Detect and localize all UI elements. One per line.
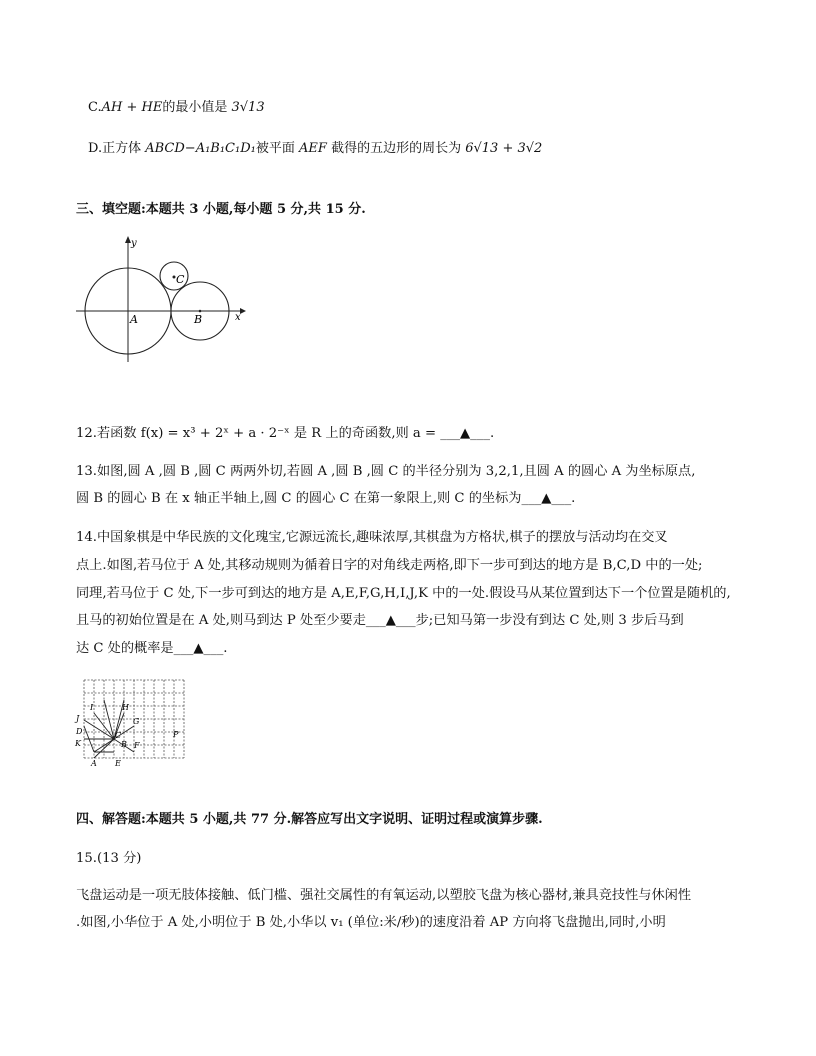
label-b: B	[194, 313, 203, 326]
label-F: F	[134, 741, 140, 750]
y-label: y	[131, 238, 137, 249]
option-c-value: 3√13	[231, 100, 265, 115]
q13-line2-text: 圆 B 的圆心 B 在 x 轴正半轴上,圆 C 的圆心 C 在第一象限上,则 C 的坐标为	[76, 491, 522, 506]
q14-line4: 且马的初始位置是在 A 处,则马到达 P 处至少要走___▲___步;已知马第一步没有到达 C 处,则 3 步后马到	[76, 613, 684, 628]
center-b	[199, 310, 202, 313]
q13-blank: ___▲___.	[521, 491, 576, 506]
q15-line1: 飞盘运动是一项无肢体接触、低门槛、强社交属性的有氧运动,以塑胶飞盘为核心器材,兼具竞技性与休闲性	[76, 888, 692, 903]
q15-header: 15.(13 分)	[76, 851, 142, 866]
label-I: I	[90, 703, 94, 712]
label-E: E	[115, 759, 121, 768]
option-c-expr: AH + HE	[101, 100, 163, 115]
option-d-plane: AEF	[299, 141, 327, 156]
x-label: x	[235, 312, 241, 323]
option-c-prefix: C.	[88, 100, 102, 115]
label-B: B	[121, 740, 127, 749]
option-c	[88, 96, 265, 115]
label-A: A	[91, 759, 97, 768]
q14-line2: 点上.如图,若马位于 A 处,其移动规则为循着日字的对角线走两格,即下一步可到达的地方是 B,C,D 中的一处;	[76, 558, 703, 573]
chess-board-figure	[74, 676, 190, 768]
q12	[76, 422, 744, 441]
label-C: C	[115, 731, 122, 740]
section4-title: 四、解答题:本题共 5 小题,共 77 分.解答应写出文字说明、证明过程或演算步骤.	[76, 812, 543, 827]
q14-line1: 14.中国象棋是中华民族的文化瑰宝,它源远流长,趣味浓厚,其棋盘为方格状,棋子的摆放与活动均在交叉	[76, 530, 668, 545]
label-P: P	[173, 730, 179, 739]
x-axis-arrow-icon	[240, 308, 246, 314]
q13-line2	[76, 487, 744, 506]
q15-line2: .如图,小华位于 A 处,小明位于 B 处,小华以 v₁ (单位:米/秒)的速度沿着 AP 方向将飞盘抛出,同时,小明	[76, 915, 666, 930]
option-d-value: 6√13 + 3√2	[465, 141, 543, 156]
option-d	[88, 137, 542, 156]
label-G: G	[133, 717, 140, 726]
option-d-text3: 截得的五边形的周长为	[331, 141, 462, 156]
option-d-text2: 被平面	[255, 141, 295, 156]
label-D: D	[76, 727, 83, 736]
circles-figure	[72, 232, 252, 367]
q12-blank: ___▲___.	[440, 426, 495, 441]
option-d-text1: 正方体	[102, 141, 142, 156]
label-c: C	[176, 273, 185, 286]
label-a: A	[130, 313, 138, 326]
section3-title: 三、填空题:本题共 3 小题,每小题 5 分,共 15 分.	[76, 202, 366, 217]
q13-line1: 13.如图,圆 A ,圆 B ,圆 C 两两外切,若圆 A ,圆 B ,圆 C 的半径分别为 3,2,1,且圆 A 的圆心 A 为坐标原点,	[76, 464, 696, 479]
option-d-prefix: D.	[88, 141, 103, 156]
q14-line3: 同理,若马位于 C 处,下一步可到达的地方是 A,E,F,G,H,I,J,K 中的一处.假设马从某位置到达下一个位置是随机的,	[76, 586, 731, 601]
q12-text: 若函数 f(x) = x³ + 2ˣ + a · 2⁻ˣ 是 R 上的奇函数,则 a =	[96, 426, 441, 441]
option-c-text: 的最小值是	[162, 100, 228, 115]
label-H: H	[122, 703, 129, 712]
label-J: J	[76, 714, 80, 723]
label-K: K	[75, 739, 81, 748]
q14-line5: 达 C 处的概率是___▲___.	[76, 641, 228, 656]
q12-number: 12.	[76, 426, 97, 441]
option-d-cube: ABCD−A₁B₁C₁D₁	[145, 141, 256, 156]
